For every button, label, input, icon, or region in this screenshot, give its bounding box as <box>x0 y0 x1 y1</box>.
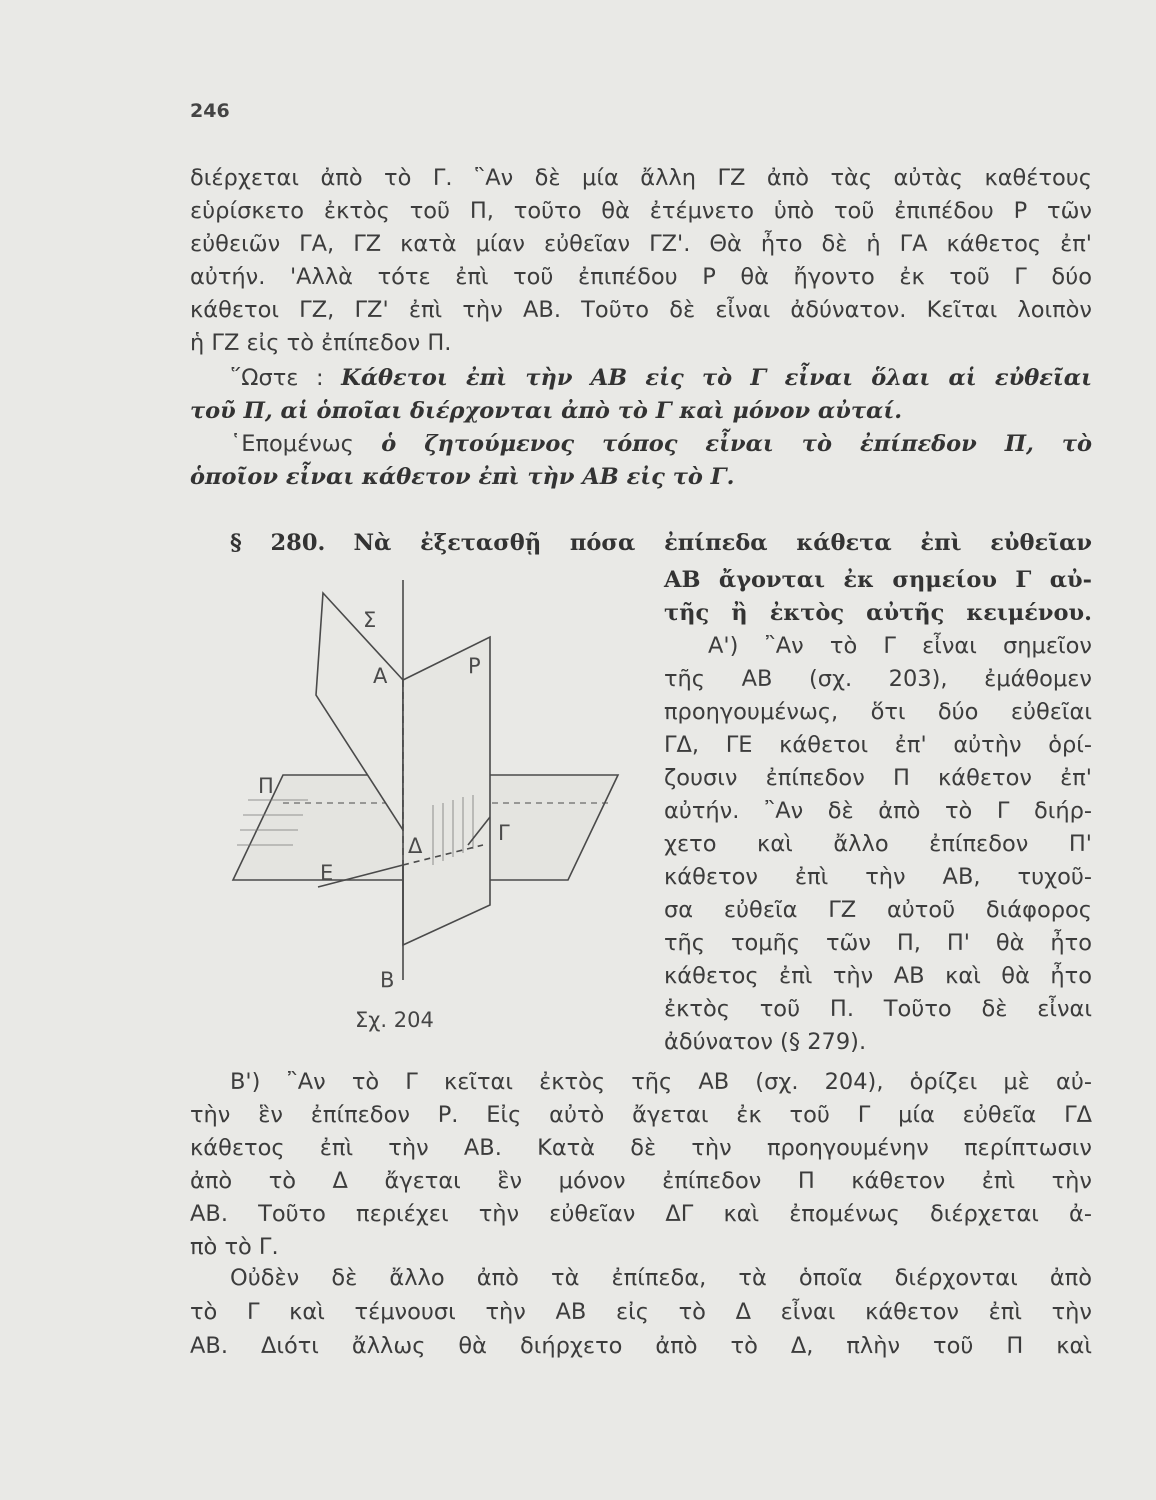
figure-caption: Σχ. 204 <box>355 1008 434 1032</box>
locus-line <box>190 461 1092 494</box>
section-title: Νὰ ἐξετασθῇ πόσα ἐπίπεδα κάθετα ἐπὶ εὐθεῖαν <box>353 530 1093 556</box>
label-b: Β <box>380 968 395 992</box>
plane-rho <box>403 637 490 945</box>
label-delta: Δ <box>408 834 423 858</box>
case-a-line: κάθετον ἐπὶ τὴν ΑΒ, τυχοῦ- <box>664 864 1092 890</box>
final-line: ΑΒ. Διότι ἄλλως θὰ διήρχετο ἀπὸ τὸ Δ, πλὴν τοῦ Π καὶ <box>190 1333 1092 1359</box>
conclusion-line <box>190 395 1092 428</box>
conclusion-italic: Κάθετοι ἐπὶ τὴν ΑΒ εἰς τὸ Γ εἶναι ὅλαι αἱ εὐθεῖαι <box>341 365 1092 391</box>
case-a-line: αὐτήν. ῍Αν δὲ ἀπὸ τὸ Γ διήρ- <box>664 798 1092 824</box>
case-b-line: πὸ τὸ Γ. <box>190 1234 279 1260</box>
planes-diagram <box>228 575 648 1025</box>
text-line: κάθετοι ΓΖ, ΓΖ' ἐπὶ τὴν ΑΒ. Τοῦτο δὲ εἶναι ἀδύνατον. Κεῖται λοιπὸν <box>190 297 1092 323</box>
section-heading <box>230 527 1092 560</box>
locus-italic: ὁ ζητούμενος τόπος εἶναι τὸ ἐπίπεδον Π, τὸ <box>381 431 1092 457</box>
label-sigma: Σ <box>363 608 377 632</box>
text-line: διέρχεται ἀπὸ τὸ Γ. ῝Αν δὲ μία ἄλλη ΓΖ ἀπὸ τὰς αὐτὰς καθέτους <box>190 165 1092 191</box>
figure-204 <box>228 575 648 1025</box>
case-a-line: τῆς ΑΒ (σχ. 203), ἐμάθομεν <box>664 666 1092 692</box>
case-b-line: ΑΒ. Τοῦτο περιέχει τὴν εὐθεῖαν ΔΓ καὶ ἐπομένως διέρχεται ἀ- <box>190 1201 1092 1227</box>
case-a-line: ἀδύνατον (§ 279). <box>664 1029 867 1055</box>
section-title-line: τῆς ἢ ἐκτὸς αὐτῆς κειμένου. <box>664 600 1092 626</box>
label-e: Ε <box>320 861 334 885</box>
final-line: τὸ Γ καὶ τέμνουσι τὴν ΑΒ εἰς τὸ Δ εἶναι κάθετον ἐπὶ τὴν <box>190 1299 1092 1325</box>
page-number: 246 <box>190 100 230 122</box>
case-a-line: ΓΔ, ΓΕ κάθετοι ἐπ' αὐτὴν ὁρί- <box>664 732 1092 758</box>
case-a-line: Α') ῍Αν τὸ Γ εἶναι σημεῖον <box>708 633 1092 659</box>
case-b-line: Β') ῍Αν τὸ Γ κεῖται ἐκτὸς τῆς ΑΒ (σχ. 204), ὁρίζει μὲ αὐ- <box>230 1069 1092 1095</box>
text-line: εὐθειῶν ΓΑ, ΓΖ κατὰ μίαν εὐθεῖαν ΓΖ'. Θὰ ἦτο δὲ ἡ ΓΑ κάθετος ἐπ' <box>190 231 1092 257</box>
conclusion-italic: τοῦ Π, αἱ ὁποῖαι διέρχονται ἀπὸ τὸ Γ καὶ μόνον αὐταί. <box>190 398 903 424</box>
conclusion-line <box>230 362 1092 395</box>
case-b-line: τὴν ἓν ἐπίπεδον Ρ. Εἰς αὐτὸ ἄγεται ἐκ τοῦ Γ μία εὐθεῖα ΓΔ <box>190 1102 1092 1128</box>
case-a-line: ἐκτὸς τοῦ Π. Τοῦτο δὲ εἶναι <box>664 996 1092 1022</box>
case-b-line: ἀπὸ τὸ Δ ἄγεται ἓν μόνον ἐπίπεδον Π κάθετον ἐπὶ τὴν <box>190 1168 1092 1194</box>
locus-italic: ὁποῖον εἶναι κάθετον ἐπὶ τὴν ΑΒ εἰς τὸ Γ. <box>190 464 735 490</box>
case-a-line: χετο καὶ ἄλλο ἐπίπεδον Π' <box>664 831 1092 857</box>
label-rho: Ρ <box>468 654 481 678</box>
case-b-line: κάθετος ἐπὶ τὴν ΑΒ. Κατὰ δὲ τὴν προηγουμένην περίπτωσιν <box>190 1135 1092 1161</box>
label-gamma: Γ <box>498 821 510 845</box>
locus-prefix: ῾Επομένως <box>230 431 354 457</box>
label-pi: Π <box>258 774 274 798</box>
locus-line <box>230 428 1092 461</box>
section-title-line: ΑΒ ἄγονται ἐκ σημείου Γ αὐ- <box>664 567 1092 593</box>
case-a-line: ζουσιν ἐπίπεδον Π κάθετον ἐπ' <box>664 765 1092 791</box>
case-a-line: σα εὐθεῖα ΓΖ αὐτοῦ διάφορος <box>664 897 1092 923</box>
text-line: αὐτήν. 'Αλλὰ τότε ἐπὶ τοῦ ἐπιπέδου Ρ θὰ ἤγοντο ἐκ τοῦ Γ δύο <box>190 264 1092 290</box>
text-line: εὑρίσκετο ἐκτὸς τοῦ Π, τοῦτο θὰ ἐτέμνετο ὑπὸ τοῦ ἐπιπέδου Ρ τῶν <box>190 198 1092 224</box>
final-line: Οὐδὲν δὲ ἄλλο ἀπὸ τὰ ἐπίπεδα, τὰ ὁποῖα διέρχονται ἀπὸ <box>230 1265 1092 1291</box>
section-number: § 280. <box>230 530 326 556</box>
label-a: Α <box>373 664 388 688</box>
case-a-line: τῆς τομῆς τῶν Π, Π' θὰ ἦτο <box>664 930 1092 956</box>
case-a-line: κάθετος ἐπὶ τὴν ΑΒ καὶ θὰ ἦτο <box>664 963 1092 989</box>
conclusion-prefix: ῞Ωστε : <box>230 365 324 391</box>
text-line: ἡ ΓΖ εἰς τὸ ἐπίπεδον Π. <box>190 330 452 356</box>
case-a-line: προηγουμένως, ὅτι δύο εὐθεῖαι <box>664 699 1092 725</box>
